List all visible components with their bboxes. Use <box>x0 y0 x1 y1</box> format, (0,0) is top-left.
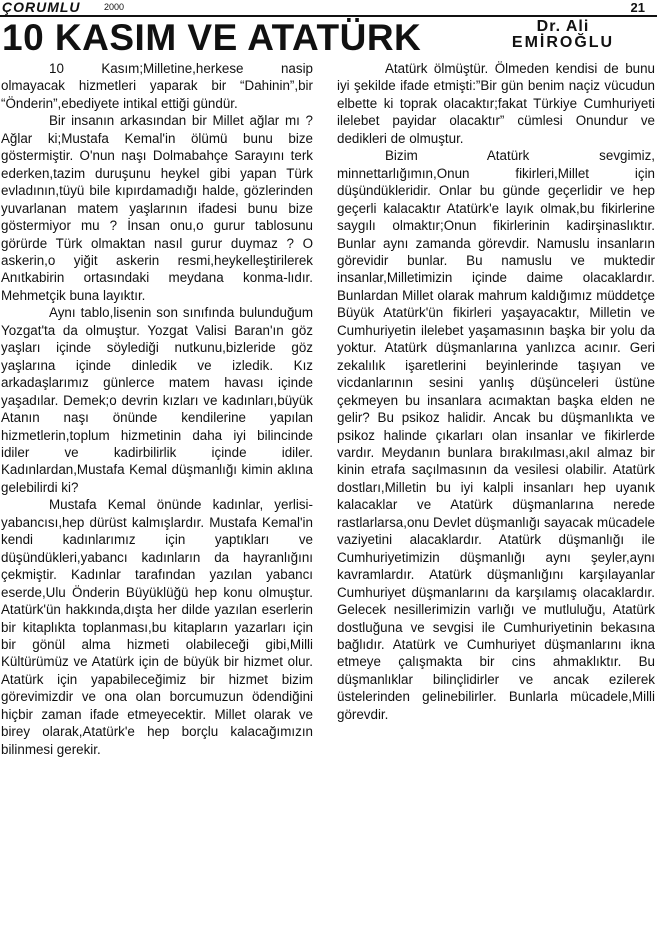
newspaper-logo: ÇORUMLU <box>2 0 81 15</box>
article-column-right <box>337 60 655 723</box>
author-surname: EMİROĞLU <box>511 34 615 51</box>
paragraph: 10 Kasım;Milletine,herkese nasip olmayacak hizmetleri yaparak bir “Dahinin”,bir “Önderin”,ebediyete intikal ettiği gündür. <box>1 61 313 111</box>
author-byline <box>470 19 656 51</box>
paragraph: Atatürk ölmüştür. Ölmeden kendisi de bunu iyi şekilde ifade etmişti:”Bir gün benim naçiz vücudun elbette ki toprak olacaktır;fakat Türkiye Cumhuriyeti ilelebet payidar olacaktır” cümlesi Onundur ve dedikleri de olmuştur. <box>337 61 655 146</box>
article-title: 10 KASIM VE ATATÜRK <box>2 17 422 58</box>
paragraph: Mustafa Kemal önünde kadınlar, yerlisi-yabancısı,hep dürüst kalmışlardır. Mustafa Kemal'in kendi kadınlarımız için yaptıkları ve düşündükleri,yabancı kadınların da hayranlığını çekmiştir. Kadınlar tarafından yazılan yabancı eserde,Ulu Önderin Büyüklüğü hep konu olmuştur. Atatürk'ün hakkında,dışta her dilde yazılan eserlerin bir kitaplıkta toplanması,bu kitapların yazarları için bir gönül alma hizmeti olabileceği gibi,Milli Kültürümüz ve Atatürk için de büyük bir hizmet olur. Atatürk için yapabileceğimiz bir hizmet bizim görevimizdir ve ona olan borcumuzun ödendiğini hiçbir zaman ifade etmeyecektir. Millet olarak ve birey olarak,Atatürk'e hep borçlu kalacağımızın bilinmesi gerekir. <box>1 497 313 757</box>
author-name: Dr. Ali <box>536 18 590 35</box>
article-column-left <box>1 60 313 758</box>
paragraph: Bizim Atatürk sevgimiz, minnettarlığımın,Onun fikirleri,Millet için düşündükleridir. Onlar bu günde geçerlidir ve hep geçerli kalacaktır Atatürk'e layık olmak,bu fikirlerine saygılı olmaktır;Onun fikirlerinin kadirşinaslıktır. Bunlar aynı zamanda görevdir. Namuslu insanların görevidir bunlar. Bu namuslu ve muktedir insanlar,Milletimizin içinde daime olacaklardır. Bunlardan Millet olarak mahrum kaldığımız müddetçe Büyük Atatürk'ün fikirleri yaşayacaktır, Milletin ve Cumhuriyetin ilelebet yaşamasının başka bir yolu da yoktur. Atatürk düşmanlarına yanlızca acınır. Geri zekalılık işaretlerini beyinlerinde taşıyan ve vicdanlarının sesini yanlış düşünceleri üstüne çekmeyen bu insanlara acımaktan başka elden ne gelir? Bu psikoz halidir. Ancak bu düşmanlıkta ve psikoz halinde çıkarları olan insanlar ve fikirlerde vardır. Meydanın bunlara bırakılması,akıl almaz bir kinin etrafa saçılmasının da vesilesi olabilir. Atatürk dostları,Milletin bu iyi kalpli insanları hep uyanık kalacaklar ve Atatürk düşmanlarına nerede rastlarlarsa,onu Devlet düşmanlığı sayacak mücadele vaziyetini alacaklardır. Atatürk düşmanlığı ile Cumhuriyetimizin düşmanlığı aynı şeyler,aynı kavramlardır. Atatürk düşmanlığını karşılayanlar Cumhuriyet düşmanlarını da karşılamış olacaklardır. Gelecek nesillerimizin varlığı ve mutluluğu, Atatürk dostluğuna ve sevgisi ile Cumhuriyetinin bekasına bağlıdır. Atatürk ve Cumhuriyet düşmanlarını ikna etmeye çalışmakta bir cins ahmaklıktır. Bu düşmanlıklar bilinçlidirler ve ancak ezilerek üstelerinden gelinebilirler. Bunlarla mücadele,Milli görevdir. <box>337 148 655 722</box>
issue-year: 2000 <box>104 2 125 12</box>
paragraph: Bir insanın arkasından bir Millet ağlar mı ? Ağlar ki;Mustafa Kemal'in ölümü bunu bize göstermiştir. O'nun naşı Dolmabahçe Sarayını terk ederken,tazim duruşunu heykel gibi yapan Türk evladının,tüyü bile kıpırdamadığı halde, gözlerinden yuvarlanan matem yaşlarının ifadesi bunu bize göstermiyor mu ? İnsan onu,o gurur tablosunu görürde Türk olmaktan nasıl gurur duymaz ? O askerin,o yiğit askerin resmi,heykelleştirilerek Anıtkabirin ortasındaki meydana konma-lıdır. Mehmetçik buna layıktır. <box>1 113 313 303</box>
page-header <box>0 0 657 16</box>
page-number: 21 <box>630 0 645 15</box>
paragraph: Aynı tablo,lisenin son sınıfında bulunduğum Yozgat'ta da olmuştur. Yozgat Valisi Baran'ın göz yaşları içinde söylediği nutkunu,bizleride göz yaşlarına içinde dinledik ve izledik. Kız arkadaşlarımız günlerce matem havası içinde yaşadılar. Demek;o devrin kızları ve kadınları,büyük Atanın naşı önünde kendilerine yapılan hizmetlerin,toplum hizmetinin daha iyi bilincinde idiler ve kadirbilirlik içinde idiler. Kadınlardan,Mustafa Kemal düşmanlığı kimin aklına gelebilirdi ki? <box>1 305 313 495</box>
